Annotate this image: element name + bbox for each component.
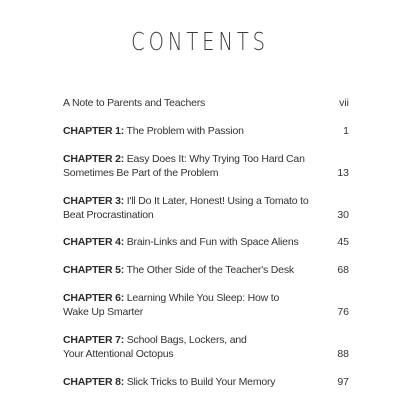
entry-title-line1: I'll Do It Later, Honest! Using a Tomato to <box>126 195 309 207</box>
entry-title-line1: Easy Does It: Why Trying Too Hard Can <box>126 153 305 165</box>
entry-title <box>63 375 313 389</box>
entry-title <box>63 291 313 319</box>
entry-title-line2: Sometimes Be Part of the Problem <box>63 167 219 179</box>
chapter-label: CHAPTER 7: <box>63 334 125 346</box>
entry-title <box>63 333 313 361</box>
entry-page-number: 1 <box>343 125 349 137</box>
chapter-label: CHAPTER 3: <box>63 195 125 207</box>
entry-title-line1: The Other Side of the Teacher's Desk <box>126 264 294 276</box>
entry-title <box>63 96 313 110</box>
entry-title <box>63 124 313 138</box>
entry-title <box>63 152 313 180</box>
chapter-label: CHAPTER 5: <box>63 264 125 276</box>
entry-title-line1: Slick Tricks to Build Your Memory <box>126 376 276 388</box>
entry-title-line1: Brain-Links and Fun with Space Aliens <box>126 236 299 248</box>
entry-page-number: 97 <box>337 376 349 388</box>
entry-page-number: 45 <box>337 236 349 248</box>
entry-title-line1: A Note to Parents and Teachers <box>63 97 206 109</box>
entry-page-number: vii <box>339 97 349 109</box>
chapter-label: CHAPTER 2: <box>63 153 125 165</box>
chapter-label: CHAPTER 8: <box>63 376 125 388</box>
entry-title <box>63 194 313 222</box>
chapter-label: CHAPTER 6: <box>63 292 125 304</box>
entry-page-number: 30 <box>337 209 349 221</box>
entry-title-line2: Your Attentional Octopus <box>63 348 174 360</box>
entry-page-number: 76 <box>337 306 349 318</box>
entry-page-number: 68 <box>337 264 349 276</box>
entry-page-number: 13 <box>337 167 349 179</box>
entry-title-line1: School Bags, Lockers, and <box>126 334 247 346</box>
entry-title-line1: The Problem with Passion <box>126 125 244 137</box>
entry-title-line2: Wake Up Smarter <box>63 306 144 318</box>
entry-title <box>63 263 313 277</box>
chapter-label: CHAPTER 1: <box>63 125 125 137</box>
chapter-label: CHAPTER 4: <box>63 236 125 248</box>
entry-title-line1: Learning While You Sleep: How to <box>126 292 280 304</box>
entry-page-number: 88 <box>337 348 349 360</box>
entry-title-line2: Beat Procrastination <box>63 209 154 221</box>
entry-title <box>63 235 313 249</box>
page-title: CONTENTS <box>131 27 269 56</box>
